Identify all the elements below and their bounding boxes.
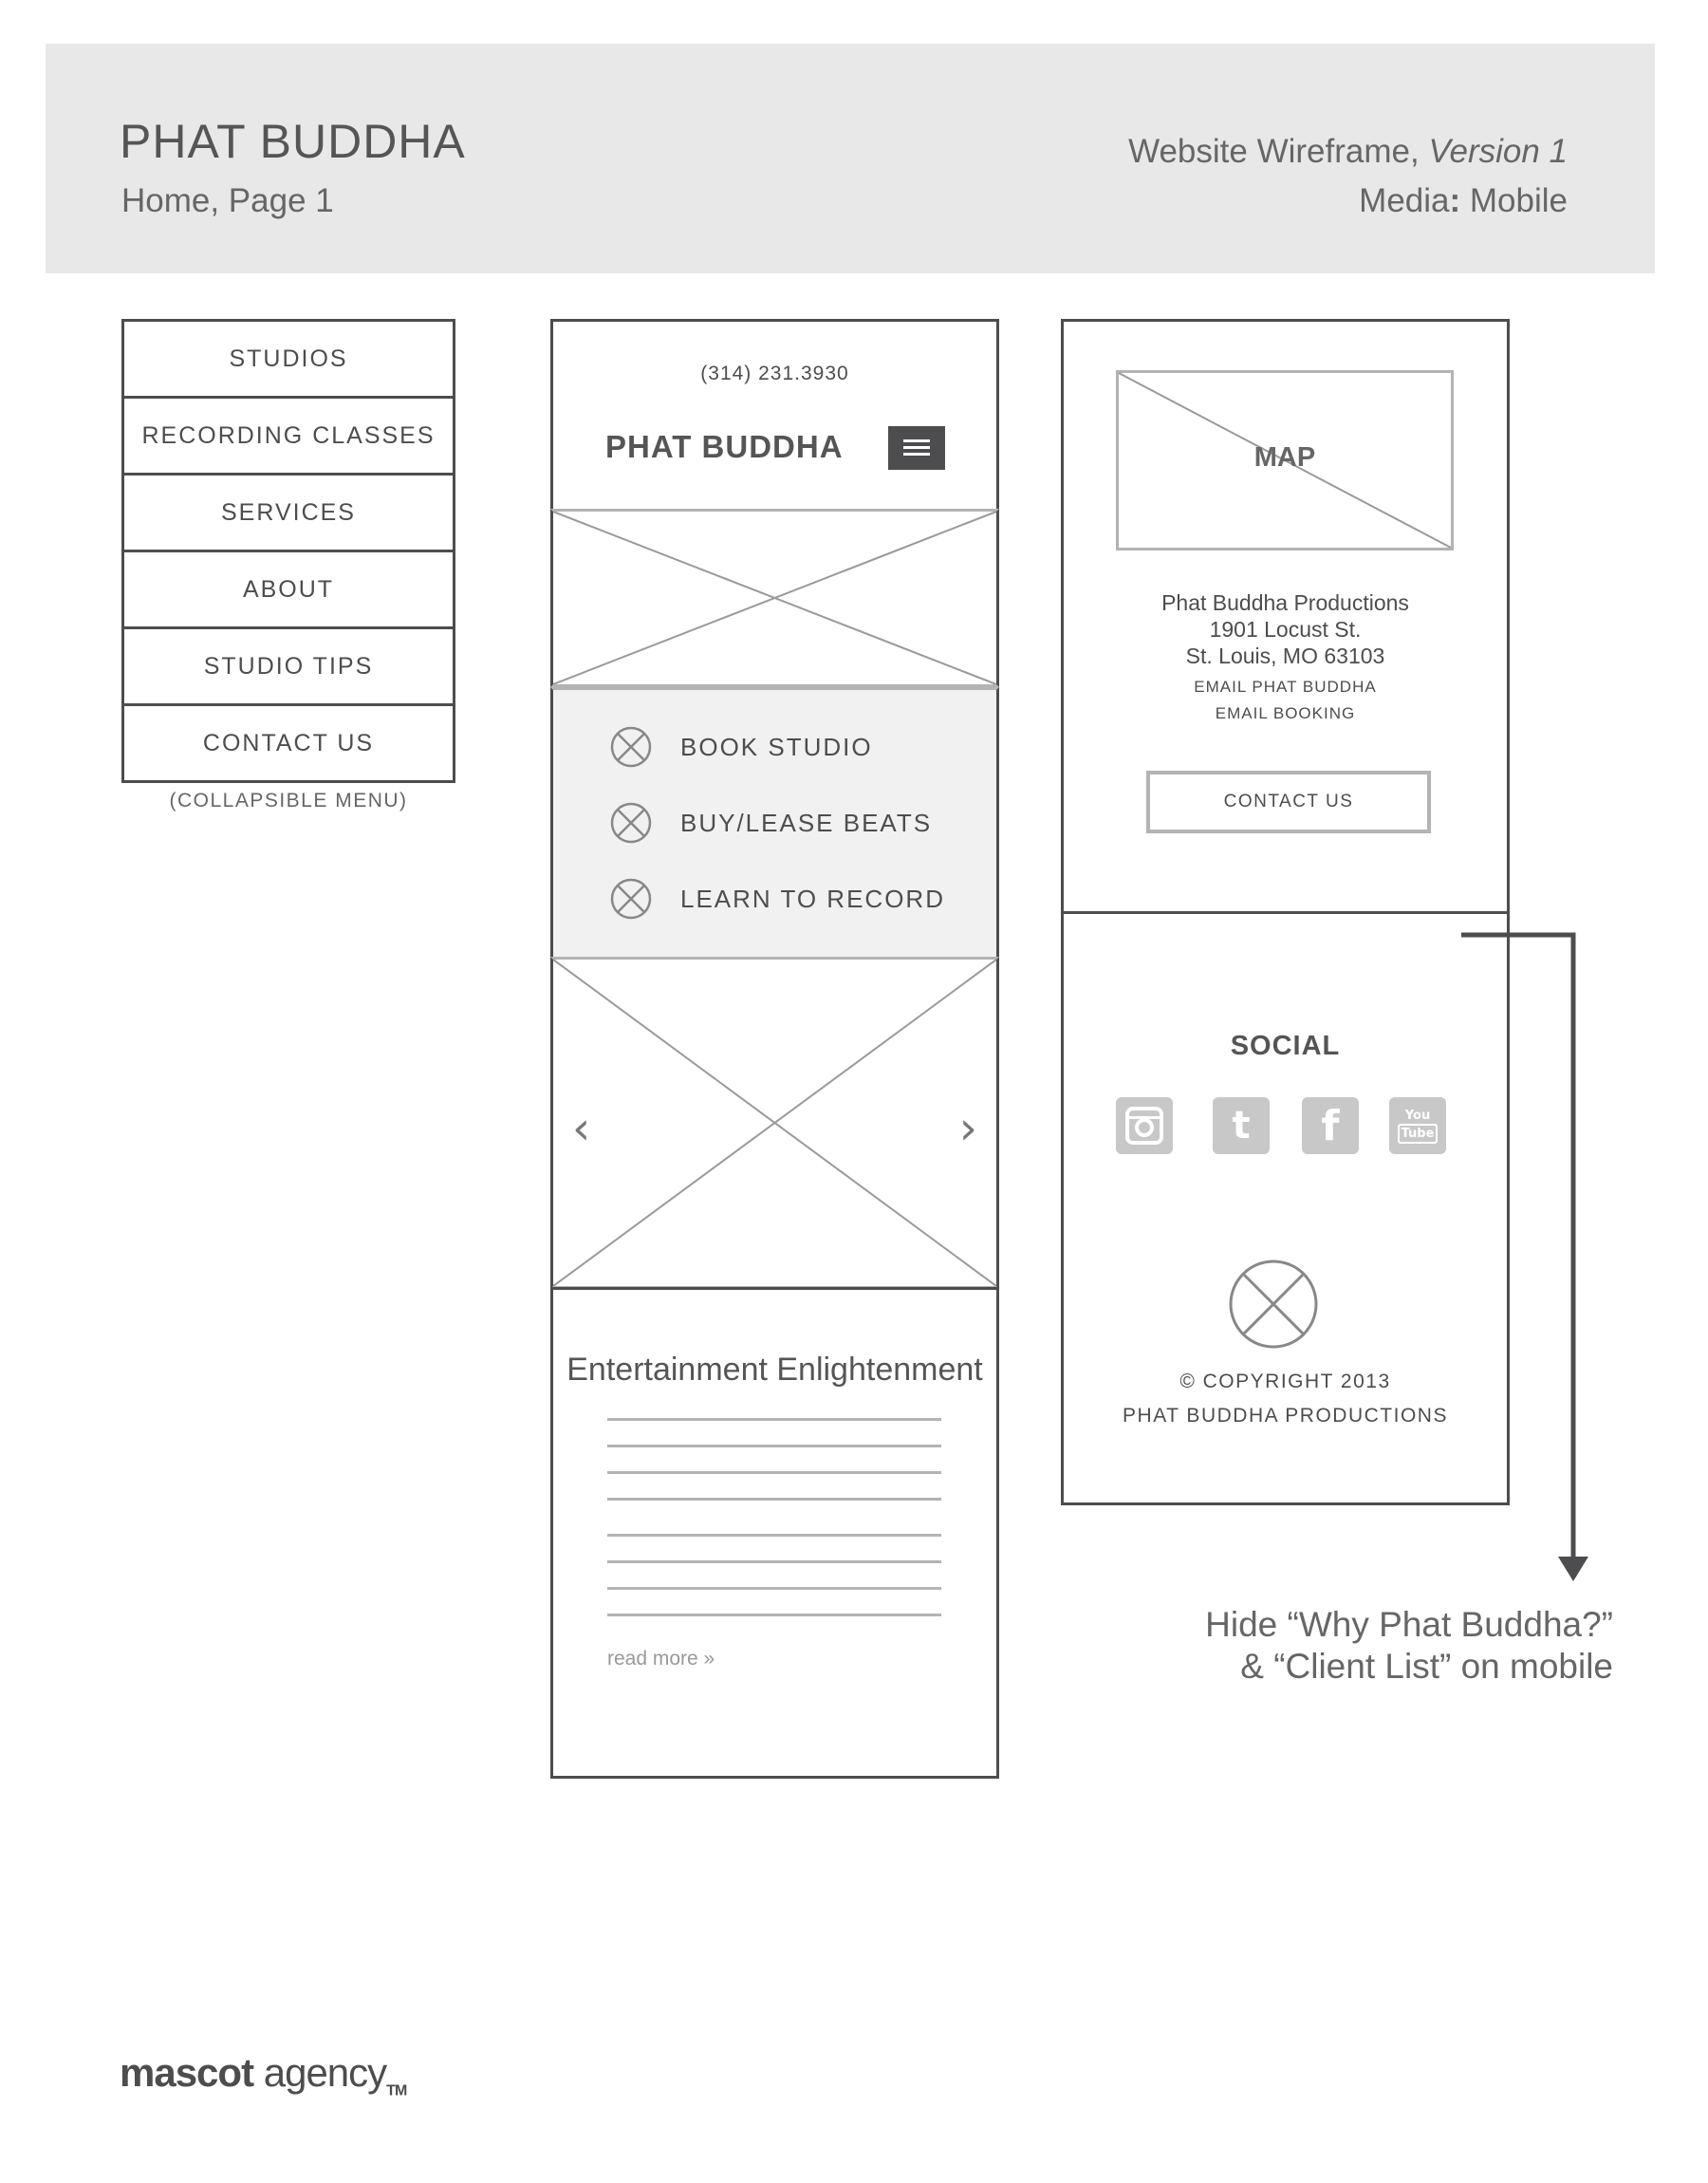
hamburger-line (903, 439, 930, 442)
media-label: Media (1359, 182, 1450, 219)
image-placeholder-icon (553, 512, 996, 684)
cta-panel (550, 687, 999, 959)
twitter-glyph: t (1232, 1104, 1251, 1147)
address-city: St. Louis, MO 63103 (1185, 644, 1385, 668)
copyright-company: PHAT BUDDHA PRODUCTIONS (1123, 1405, 1448, 1427)
media-value: Mobile (1469, 182, 1568, 219)
email-phat-buddha-link[interactable]: EMAIL PHAT BUDDHA (1194, 678, 1377, 696)
doc-type-label: Website Wireframe, (1128, 133, 1429, 170)
collapsible-menu (121, 319, 455, 783)
text-line-placeholder (607, 1534, 941, 1537)
logo-trademark: TM (386, 2082, 407, 2099)
page-title: PHAT BUDDHA (120, 115, 466, 168)
image-placeholder-icon (553, 960, 996, 1286)
facebook-glyph: f (1321, 1101, 1340, 1150)
text-line-placeholder (607, 1498, 941, 1501)
hamburger-menu-button[interactable] (888, 426, 945, 470)
agency-logo (120, 2050, 406, 2099)
logo-light-text: agency (253, 2050, 387, 2095)
media-colon: : (1449, 182, 1470, 219)
placeholder-circle-icon (610, 802, 652, 844)
cta-label: BOOK STUDIO (680, 732, 873, 761)
email-booking-link[interactable]: EMAIL BOOKING (1215, 704, 1356, 722)
address-street: 1901 Locust St. (1209, 617, 1362, 642)
placeholder-circle-icon (610, 878, 652, 920)
menu-item-recording-classes[interactable]: RECORDING CLASSES (124, 399, 453, 476)
brand-logo[interactable]: PHAT BUDDHA (605, 429, 844, 464)
menu-item-studio-tips[interactable]: STUDIO TIPS (124, 629, 453, 706)
media-line (1359, 182, 1568, 220)
text-line-placeholder (607, 1587, 941, 1590)
cta-learn-to-record[interactable] (610, 878, 945, 920)
menu-item-contact-us[interactable]: CONTACT US (124, 706, 453, 783)
address-name: Phat Buddha Productions (1161, 590, 1409, 615)
hamburger-line (903, 446, 930, 449)
text-line-placeholder (607, 1445, 941, 1447)
menu-item-services[interactable]: SERVICES (124, 476, 453, 552)
cta-label: LEARN TO RECORD (680, 884, 945, 913)
mobile-header (550, 319, 999, 511)
text-line-placeholder (607, 1560, 941, 1563)
annotation-line-2: & “Client List” on mobile (1240, 1647, 1613, 1686)
placeholder-circle-icon (610, 726, 652, 768)
hamburger-line (903, 453, 930, 456)
chevron-left-icon[interactable]: ‹ (572, 1102, 591, 1155)
text-line-placeholder (607, 1471, 941, 1474)
logo-bold-text: mascot (120, 2050, 254, 2095)
youtube-glyph-you: You (1404, 1109, 1431, 1123)
phone-number[interactable]: (314) 231.3930 (700, 363, 849, 384)
page-subtitle: Home, Page 1 (121, 182, 334, 219)
section-divider (1061, 911, 1510, 914)
cta-book-studio[interactable] (610, 726, 873, 768)
text-line-placeholder (607, 1614, 941, 1616)
read-more-link[interactable]: read more » (607, 1648, 715, 1670)
text-line-placeholder (607, 1418, 941, 1421)
image-slider (550, 957, 999, 1289)
hero-image-placeholder (550, 509, 999, 687)
section-heading: Entertainment Enlightenment (566, 1352, 983, 1388)
social-heading: SOCIAL (1230, 1031, 1341, 1061)
facebook-icon[interactable] (1302, 1097, 1359, 1154)
copyright-line: © COPYRIGHT 2013 (1179, 1371, 1391, 1392)
doc-type (1128, 133, 1568, 171)
annotation-note (1205, 1604, 1613, 1688)
menu-note: (COLLAPSIBLE MENU) (169, 790, 408, 812)
menu-item-studios[interactable]: STUDIOS (124, 322, 453, 399)
map-label: MAP (1253, 442, 1316, 473)
logo-placeholder-icon (1228, 1259, 1319, 1350)
contact-us-button[interactable]: CONTACT US (1146, 771, 1431, 833)
youtube-icon[interactable] (1389, 1097, 1446, 1154)
menu-item-about[interactable]: ABOUT (124, 552, 453, 629)
instagram-icon[interactable] (1116, 1097, 1173, 1154)
twitter-icon[interactable] (1213, 1097, 1270, 1154)
chevron-right-icon[interactable]: › (958, 1102, 977, 1155)
cta-buy-lease-beats[interactable] (610, 802, 932, 844)
cta-label: BUY/LEASE BEATS (680, 808, 933, 837)
youtube-glyph-tube: Tube (1398, 1124, 1439, 1144)
doc-version: Version 1 (1428, 133, 1568, 170)
annotation-line-1: Hide “Why Phat Buddha?” (1205, 1605, 1613, 1644)
instagram-glyph (1123, 1105, 1165, 1147)
